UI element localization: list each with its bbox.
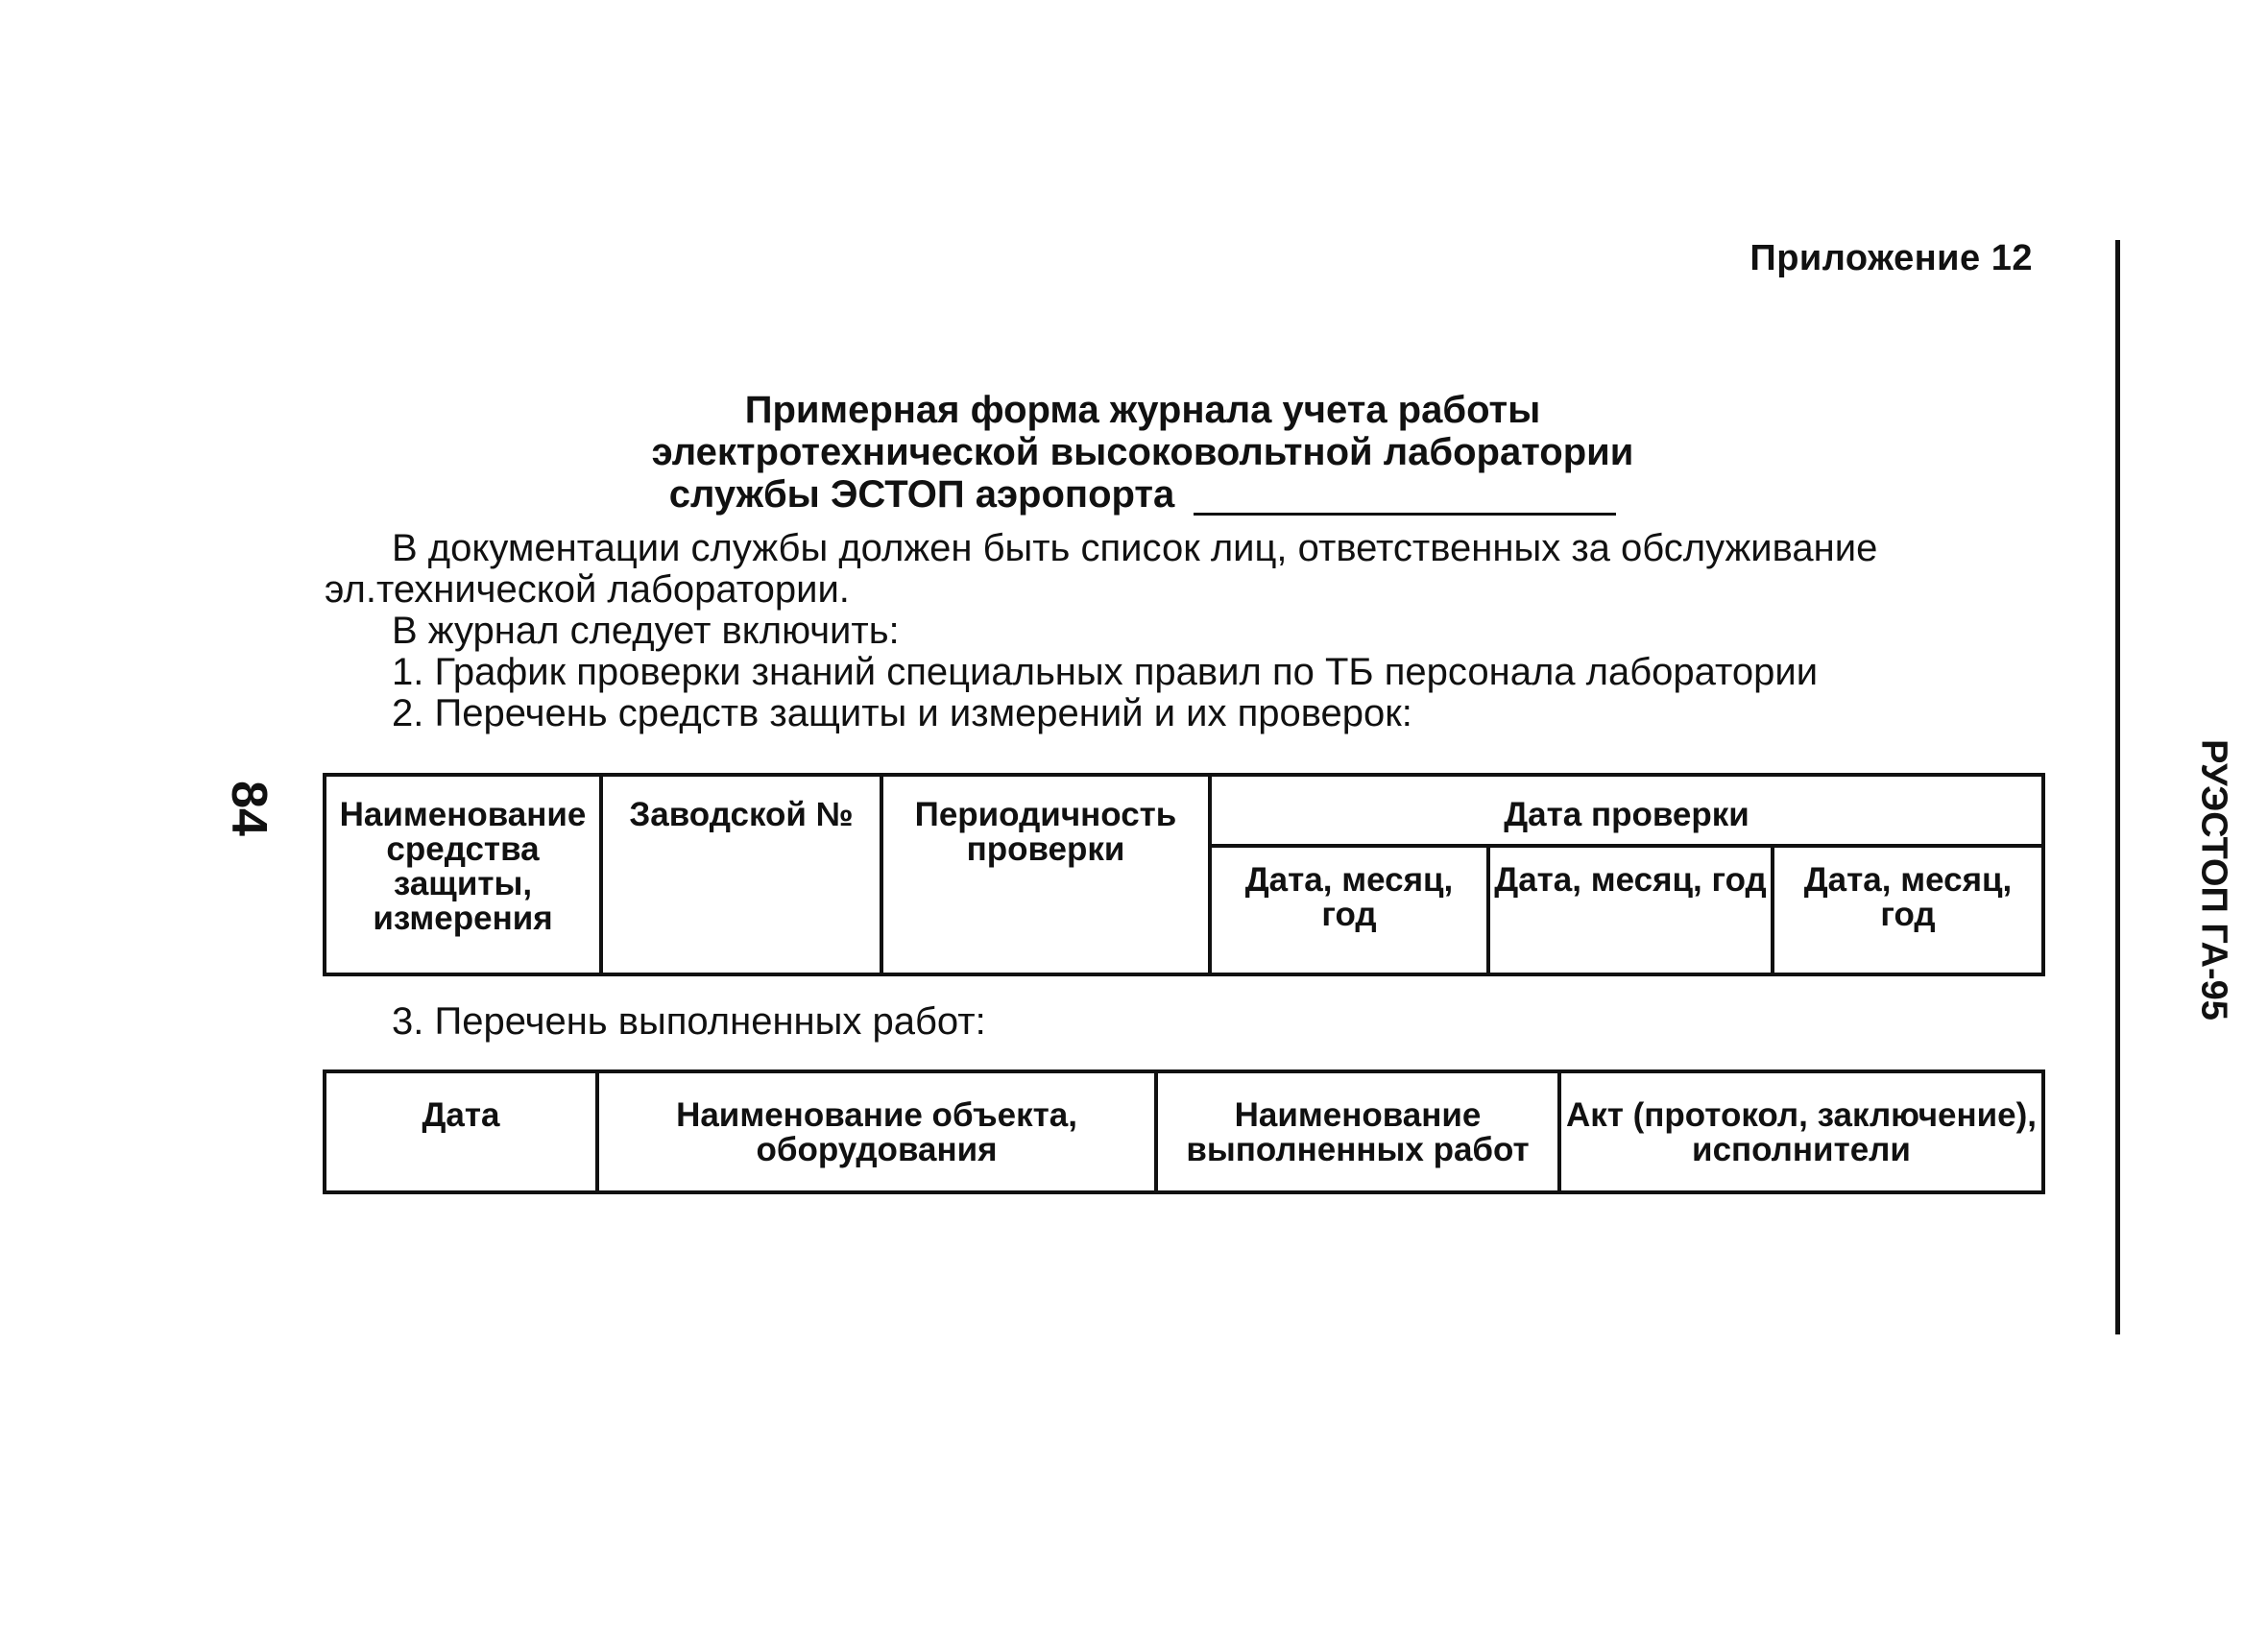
- document-code: РУЭСТОП ГА-95: [2193, 739, 2234, 1021]
- header-date-1: Дата, месяц, год: [1210, 846, 1488, 974]
- protection-equipment-table: [323, 773, 2045, 976]
- header-date: Дата: [325, 1071, 597, 1192]
- header-date-3: Дата, месяц, год: [1773, 846, 2043, 974]
- header-act-executors: Акт (протокол, заключение), исполнители: [1559, 1071, 2043, 1192]
- paragraph-journal-includes: В журнал следует включить:: [392, 610, 900, 652]
- completed-works-table: [323, 1069, 2045, 1194]
- header-check-periodicity: Периодичность проверки: [881, 775, 1210, 974]
- list-item-2: 2. Перечень средств защиты и измерений и их проверок:: [392, 692, 1412, 734]
- list-item-1: 1. График проверки знаний специальных правил по ТБ персонала лаборатории: [392, 651, 1819, 693]
- header-equipment-name: Наименование средства защиты, измерения: [325, 775, 601, 974]
- paragraph-responsible-persons: В документации службы должен быть список лиц, ответственных за обслуживание эл.технической лаборатории.: [325, 527, 1878, 611]
- header-serial-number: Заводской №: [601, 775, 881, 974]
- page-number: 84: [220, 781, 277, 836]
- header-object-name: Наименование объекта, оборудования: [597, 1071, 1156, 1192]
- title-line-3: службы ЭСТОП аэропорта: [668, 473, 1175, 516]
- appendix-label: Приложение 12: [1749, 238, 2033, 278]
- title-line-3-row: [538, 473, 1748, 516]
- body-text: [325, 528, 2034, 734]
- document-title: [538, 389, 1748, 516]
- header-work-name: Наименование выполненных работ: [1156, 1071, 1559, 1192]
- header-check-date: Дата проверки: [1210, 775, 2043, 846]
- title-line-1: Примерная форма журнала учета работы: [744, 389, 1541, 431]
- title-line-2: электротехнической высоковольтной лаборатории: [651, 431, 1634, 473]
- airport-name-blank: [1194, 484, 1616, 516]
- margin-rule: [2115, 240, 2120, 1334]
- list-item-3: 3. Перечень выполненных работ:: [392, 1000, 986, 1043]
- header-date-2: Дата, месяц, год: [1488, 846, 1773, 974]
